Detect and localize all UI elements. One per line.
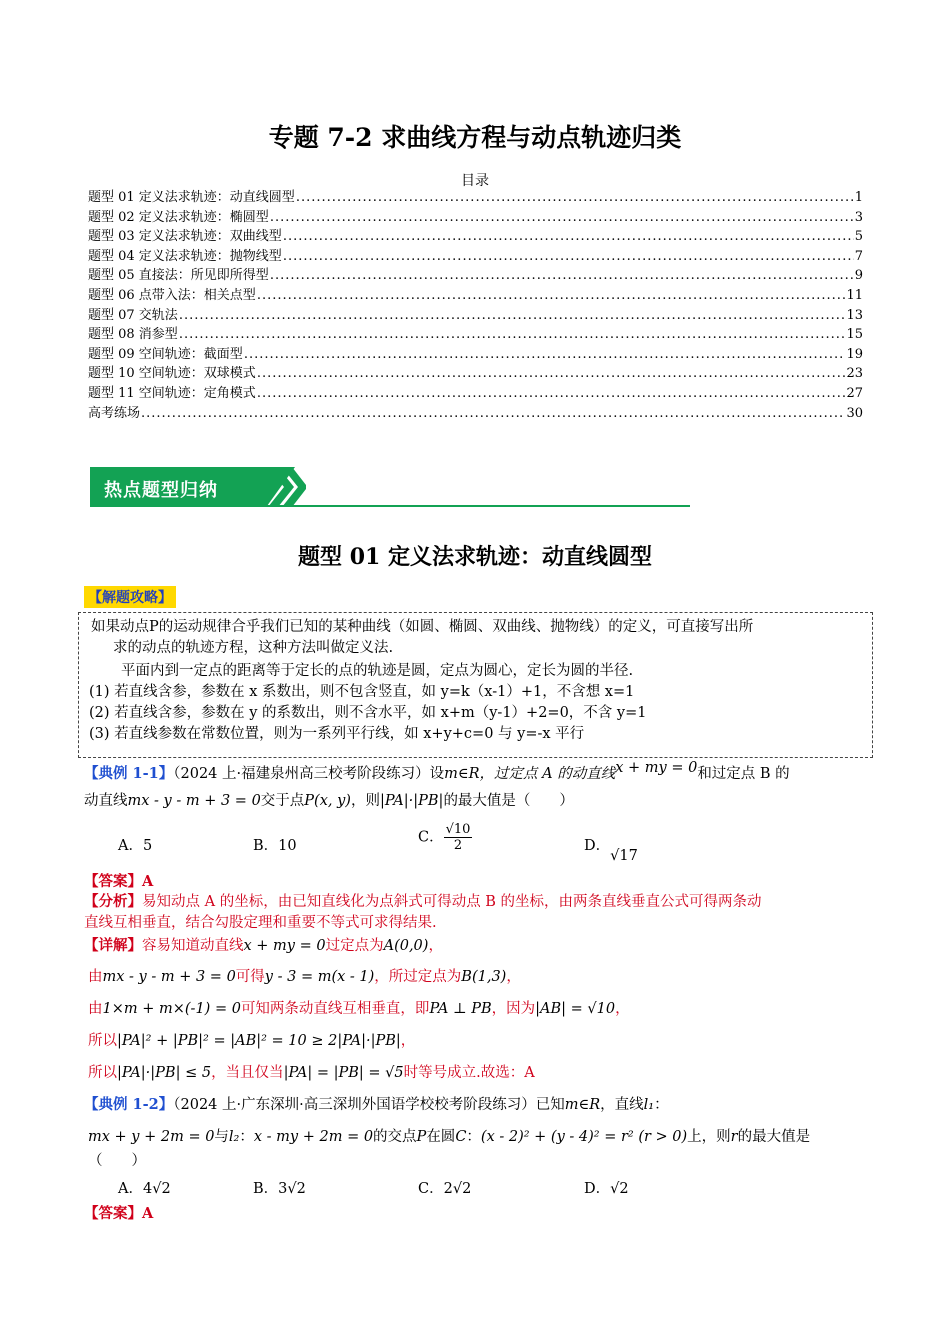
toc-item-label: 高考练场 [88,405,141,421]
circle-c: C [455,1129,467,1145]
math: mx - y - m + 3 = 0 [102,969,236,985]
math: |PA|² + |PB|² = |AB|² = 10 ≥ 2|PA|·|PB| [117,1033,401,1049]
fraction [444,822,473,853]
math: A(0,0) [383,938,429,954]
toc-item-label: 题型 02 定义法求轨迹：椭圆型 [88,209,269,225]
toc-leader-dots [270,266,854,286]
text: ，因为 [491,1001,536,1017]
line-equation-1: mx + y + 2m = 0 [88,1129,215,1145]
toc-leader-dots [283,247,854,267]
math: y - 3 = m(x - 1) [264,969,375,985]
toc-item[interactable] [88,208,863,228]
toc-leader-dots [283,227,854,247]
analysis-tag: 【分析】 [84,893,142,910]
math: |PA| = |PB| = √5 [283,1065,404,1081]
toc-item-page: 3 [854,209,863,225]
option-value: 2√2 [443,1181,472,1197]
example-tag: 【典例 1-1】 [84,765,174,782]
toc-item-page: 13 [846,307,863,323]
condition: m∈R [564,1097,601,1113]
toc-item-page: 11 [846,287,863,303]
toc-item-page: 23 [846,366,863,382]
numerator: √10 [445,822,471,837]
text: 由 [88,1001,103,1017]
line-equation-1: x + my = 0 [615,760,698,776]
text: 的交点 [373,1129,417,1145]
math: PA ⊥ PB [429,1001,492,1017]
text: 上，则 [687,1129,731,1145]
text: 在圆 [426,1129,456,1145]
option-label: D． [584,1181,611,1197]
toc-item[interactable] [88,286,863,306]
toc-item-page: 15 [846,327,863,343]
page-title: 专题 7-2 求曲线方程与动点轨迹归类 [268,123,682,152]
toc-leader-dots [257,286,846,306]
option-b[interactable] [253,835,297,857]
example-source: （2024 上·广东深圳·高三深圳外国语学校校考阶段练习）已知 [173,1097,565,1113]
option-label: A． [118,1181,143,1197]
toc-item[interactable] [88,364,863,384]
toc-item-page: 1 [854,190,863,205]
option-label: B． [253,838,279,854]
toc-item-label: 题型 09 空间轨迹：截面型 [88,346,243,362]
text: 可得 [235,969,265,985]
example-1-1-line-1 [84,760,790,785]
option-value: 3√2 [278,1181,306,1197]
toc-item-label: 题型 03 定义法求轨迹：双曲线型 [88,229,282,245]
option-c[interactable] [418,1178,471,1200]
strategy-line-5: (3) 若直线参数在常数位置，则为一系列平行线，如 x+y+c=0 与 y=-x 平行 [89,726,585,742]
table-of-contents [88,188,863,423]
text: 时等号成立.故选：A [403,1065,535,1081]
option-value: 4√2 [142,1181,171,1197]
text: 的最大值是（ ） [443,793,574,809]
toc-leader-dots [179,306,846,326]
option-label: C． [418,829,444,846]
math: |PA|·|PB| ≤ 5 [117,1065,212,1081]
toc-item-label: 题型 01 定义法求轨迹：动直线圆型 [88,190,295,205]
text: 容易知道动直线 [142,938,244,954]
toc-leader-dots [270,208,854,228]
line-l1: l₁ [643,1097,655,1113]
math: 1×m + m×(-1) = 0 [102,1001,241,1017]
toc-item[interactable] [88,404,863,424]
toc-item-label: 题型 07 交轨法 [88,307,178,323]
example-1-1-line-2 [84,790,574,812]
toc-leader-dots [257,364,846,384]
text: ， [428,938,443,954]
denominator: 2 [453,838,463,853]
text: ，直线 [600,1097,644,1113]
line-equation-2: x - my + 2m = 0 [253,1129,374,1145]
toc-leader-dots [141,404,845,424]
banner-stripes [246,467,306,507]
strategy-line-4: (2) 若直线含参，参数在 y 的系数出，则不含水平，如 x+m（y-1）+2=0，不含 y=1 [89,705,647,721]
line-equation-2: mx - y - m + 3 = 0 [127,793,261,809]
option-d[interactable] [584,835,638,864]
radius: r [730,1129,738,1145]
toc-item-label: 题型 06 点带入法：相关点型 [88,287,256,303]
toc-item[interactable] [88,188,863,208]
option-c[interactable] [418,822,472,853]
product-expression: |PA|·|PB| [379,793,444,809]
toc-item[interactable] [88,247,863,267]
condition-2: 和过定点 B 的 [697,766,790,782]
math: B(1,3) [461,969,507,985]
option-d[interactable] [584,1178,629,1200]
option-label: D． [584,838,611,854]
banner-text: 热点题型归纳 [104,480,218,501]
point-p: P [416,1129,427,1145]
option-b[interactable] [253,1178,306,1200]
detail-line-1 [84,935,443,957]
text: 所以 [88,1065,117,1081]
example-1-2-line-2 [88,1126,810,1148]
strategy-line-3: (1) 若直线含参，参数在 x 系数出，则不包含竖直，如 y=k（x-1）+1，不含想 x=1 [89,684,635,700]
math: |AB| = √10 [535,1001,616,1017]
toc-item-label: 题型 11 空间轨迹：定角模式 [88,385,256,401]
toc-heading: 目录 [461,173,489,189]
text: ，所过定点为 [374,969,462,985]
toc-item[interactable] [88,345,863,365]
text: ， [615,1001,630,1017]
option-value: 10 [278,838,297,854]
toc-item[interactable] [88,227,863,247]
strategy-tag: 【解题攻略】 [84,586,176,608]
banner-underline [90,505,690,507]
toc-leader-dots [179,325,846,345]
line-l2: l₂ [228,1129,240,1145]
text: 与 [214,1129,229,1145]
toc-leader-dots [244,345,846,365]
option-label: A． [118,838,143,854]
circle-equation: (x - 2)² + (y - 4)² = r² (r > 0) [480,1129,688,1145]
toc-item-label: 题型 04 定义法求轨迹：抛物线型 [88,248,282,264]
option-value: √2 [610,1181,629,1197]
text: ： [239,1129,254,1145]
example-1-2-line-1 [84,1094,669,1116]
text: 可知两条动直线互相垂直，即 [240,1001,430,1017]
strategy-line-1: 如果动点P的运动规律合乎我们已知的某种曲线（如圆、椭圆、双曲线、抛物线）的定义，可直接写出所 [91,619,754,635]
option-a[interactable] [118,835,152,857]
toc-leader-dots [257,384,846,404]
answer: 【答案】A [84,1205,154,1222]
text: 所以 [88,1033,117,1049]
detail-line-4 [88,1030,415,1052]
toc-item[interactable] [88,306,863,326]
example-tag: 【典例 1-2】 [84,1096,174,1113]
text: ，当且仅当 [211,1065,284,1081]
answer: 【答案】A [84,873,154,890]
option-value: 5 [142,838,153,854]
analysis-text: 易知动点 A 的坐标，由已知直线化为点斜式可得动点 B 的坐标，由两条直线垂直公式可得两条动 [142,894,762,910]
text: 交于点 [260,793,305,809]
text: ， [506,969,521,985]
toc-item-page: 30 [846,405,863,421]
toc-item[interactable] [88,325,863,345]
toc-item-page: 9 [854,268,863,284]
math: x + my = 0 [243,938,326,954]
option-label: C． [418,1181,444,1197]
option-a[interactable] [118,1178,171,1200]
detail-line-2 [88,966,521,988]
point-p: P(x, y) [304,793,351,809]
example-source: （2024 上·福建泉州高三校考阶段练习）设 [173,766,445,782]
detail-tag: 【详解】 [84,937,142,954]
condition: m∈R，过定点 A 的动直线 [444,766,616,782]
toc-item-page: 5 [854,229,863,245]
text: ，则 [350,793,380,809]
question-paren: （ ） [88,1153,146,1169]
text: 动直线 [84,793,128,809]
section-title: 题型 01 定义法求轨迹：动直线圆型 [298,544,652,570]
text: 由 [88,969,103,985]
toc-item-label: 题型 10 空间轨迹：双球模式 [88,366,256,382]
detail-line-3 [88,998,630,1020]
text: ： [654,1097,669,1113]
toc-item-label: 题型 05 直接法：所见即所得型 [88,268,269,284]
toc-item[interactable] [88,384,863,404]
toc-leader-dots [296,188,854,208]
toc-item-page: 19 [846,346,863,362]
text: 过定点为 [325,938,384,954]
option-label: B． [253,1181,279,1197]
option-value: √17 [610,848,638,864]
toc-item[interactable] [88,266,863,286]
strategy-box [78,612,873,758]
strategy-line-2: 平面内到一定点的距离等于定长的点的轨迹是圆，定点为圆心，定长为圆的半径. [121,663,634,679]
analysis-line-1 [84,891,762,913]
strategy-line-1b: 求的动点的轨迹方程，这种方法叫做定义法. [113,640,394,656]
text: 的最大值是 [737,1129,811,1145]
toc-item-page: 27 [846,385,863,401]
toc-item-label: 题型 08 消参型 [88,327,178,343]
detail-line-5 [88,1062,535,1084]
text: ： [466,1129,481,1145]
text: ， [400,1033,416,1049]
analysis-line-2: 直线互相垂直，结合勾股定理和重要不等式可求得结果. [84,915,437,931]
toc-item-page: 7 [854,248,863,264]
